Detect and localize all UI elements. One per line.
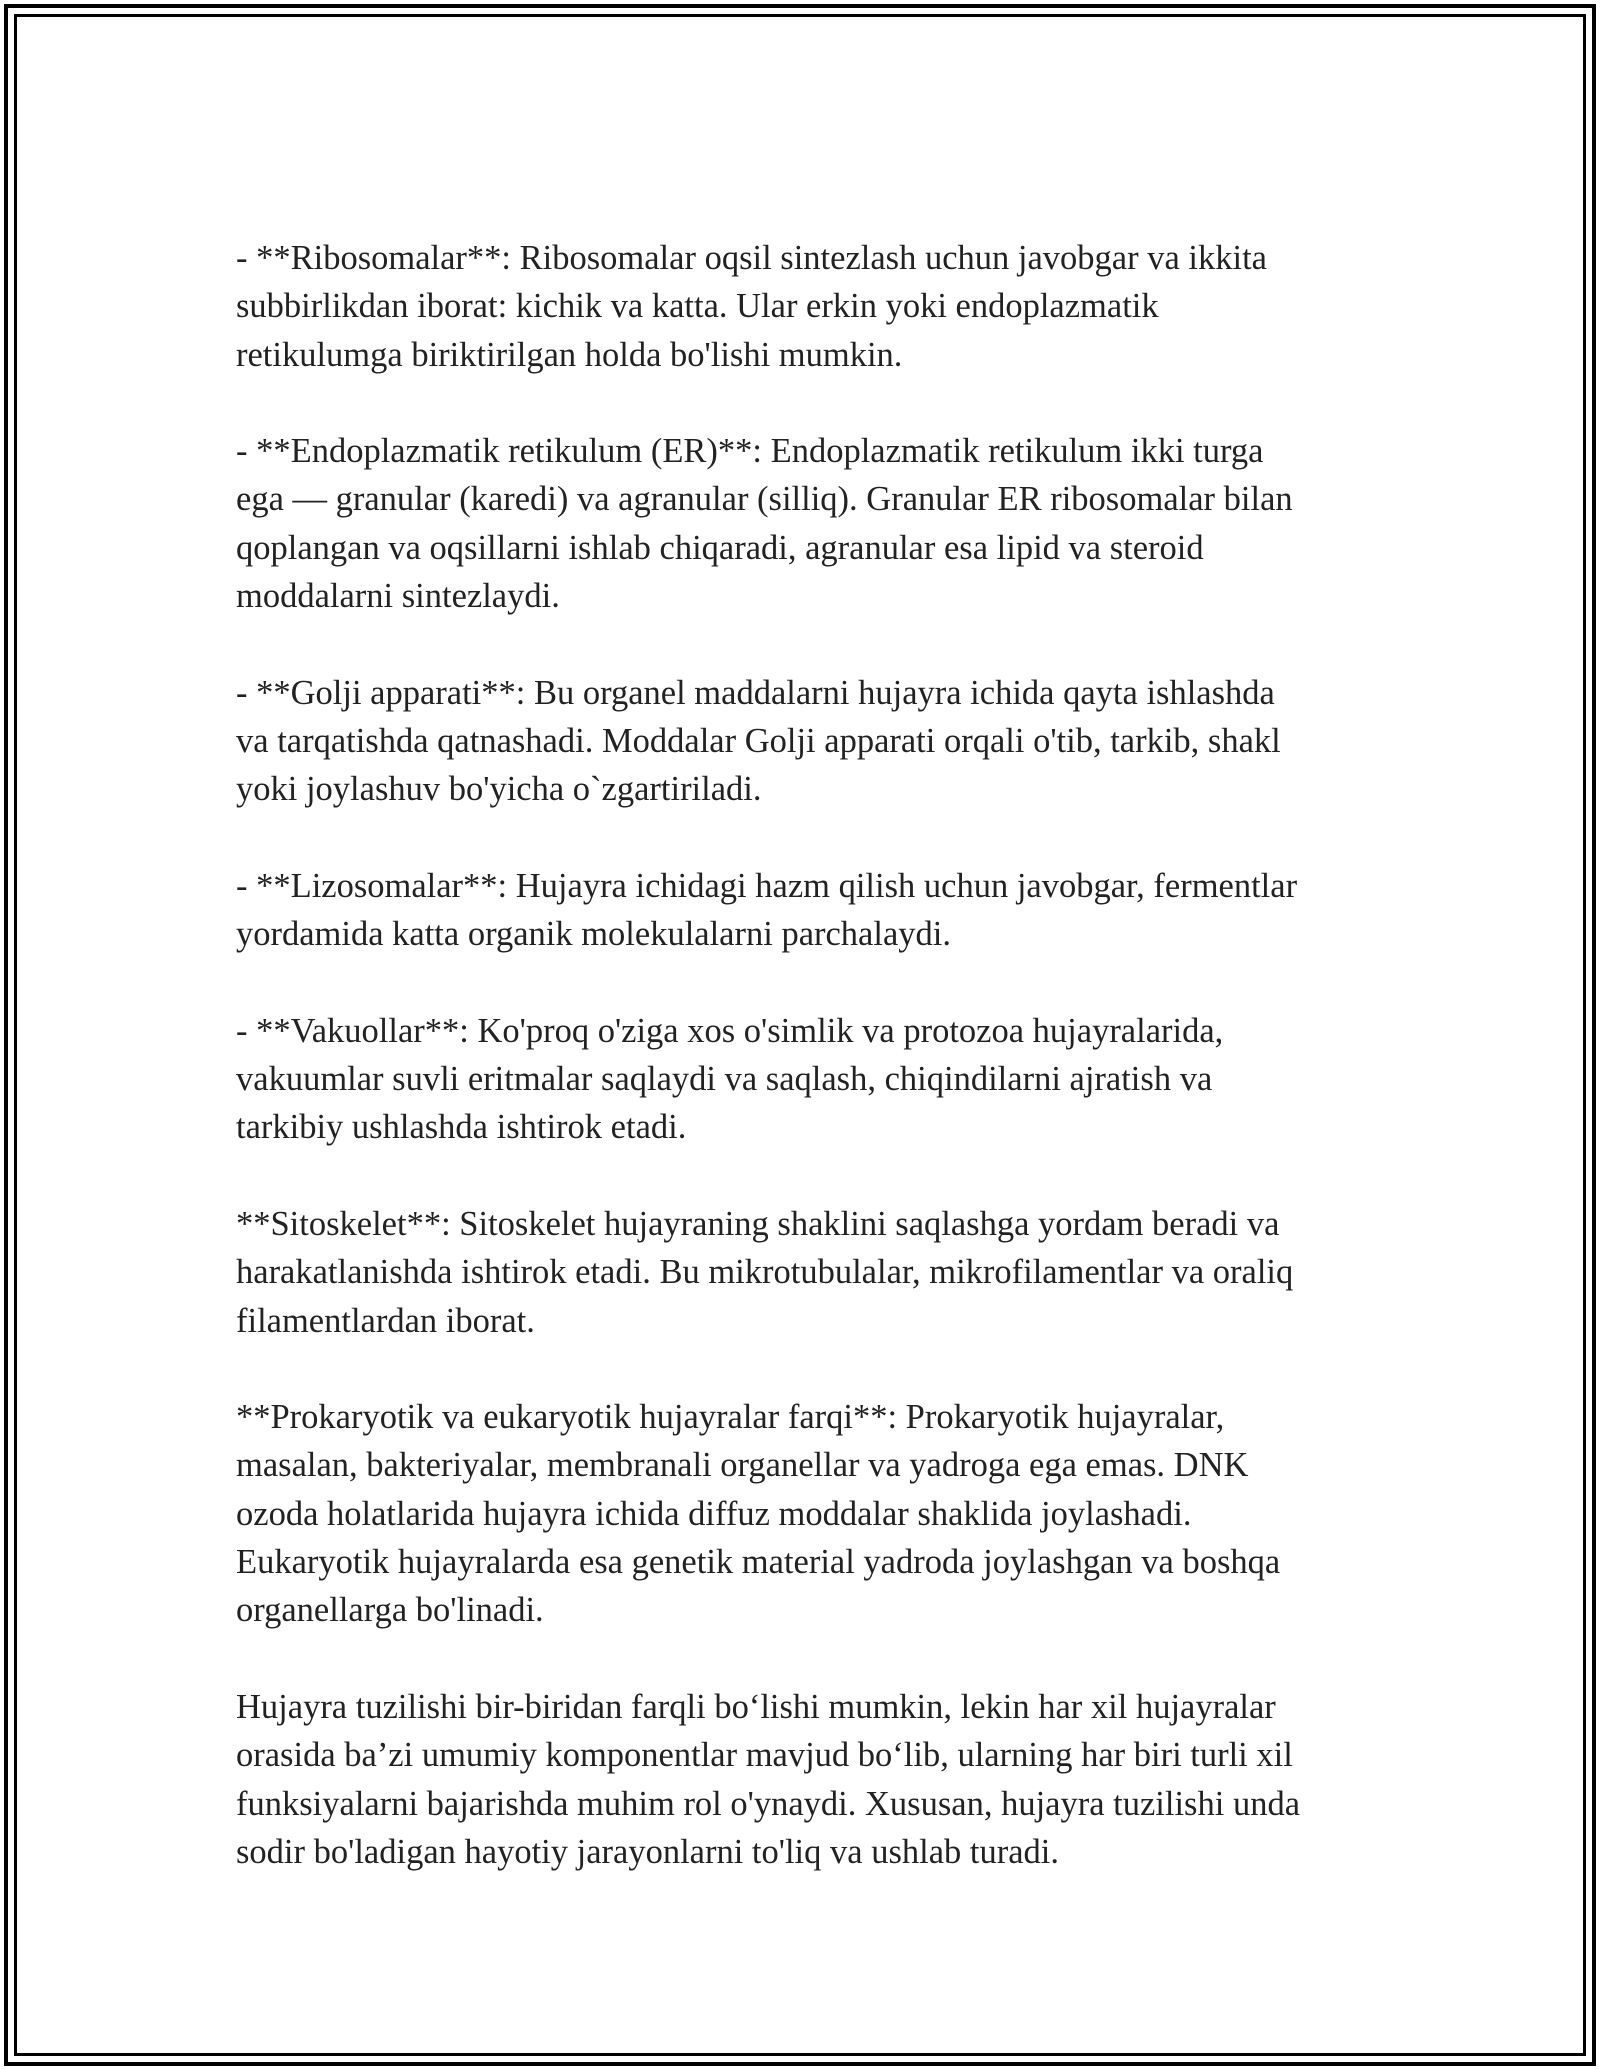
- text-line: - **Golji apparati**: Bu organel maddalarni hujayra ichida qayta ishlashda: [236, 673, 1275, 712]
- paragraph-lizosomalar: [236, 862, 1376, 959]
- text-line: yoki joylashuv bo'yicha o`zgartiriladi.: [236, 770, 762, 809]
- paragraph-hujayra-tuzilishi: [236, 1683, 1376, 1876]
- document-body: [236, 234, 1376, 1876]
- text-line: harakatlanishda ishtirok etadi. Bu mikrotubulalar, mikrofilamentlar va oraliq: [236, 1253, 1294, 1292]
- text-line: **Prokaryotik va eukaryotik hujayralar farqi**: Prokaryotik hujayralar,: [236, 1398, 1225, 1437]
- text-line: Hujayra tuzilishi bir-biridan farqli bo‘lishi mumkin, lekin har xil hujayralar: [236, 1687, 1276, 1726]
- text-line: masalan, bakteriyalar, membranali organellar va yadroga ega emas. DNK: [236, 1446, 1249, 1485]
- text-line: retikulumga biriktirilgan holda bo'lishi mumkin.: [236, 335, 903, 374]
- text-line: - **Ribosomalar**: Ribosomalar oqsil sintezlash uchun javobgar va ikkita: [236, 239, 1267, 277]
- text-line: funksiyalarni bajarishda muhim rol o'ynaydi. Xususan, hujayra tuzilishi unda: [236, 1784, 1301, 1823]
- paragraph-prokaryotik-eukaryotik: [236, 1393, 1376, 1634]
- text-line: sodir bo'ladigan hayotiy jarayonlarni to'liq va ushlab turadi.: [236, 1832, 1059, 1871]
- text-line: vakuumlar suvli eritmalar saqlaydi va saqlash, chiqindilarni ajratish va: [236, 1060, 1213, 1099]
- text-line: organellarga bo'linadi.: [236, 1591, 544, 1630]
- text-line: filamentlardan iborat.: [236, 1301, 535, 1340]
- paragraph-golji-apparati: [236, 669, 1376, 814]
- text-line: Eukaryotik hujayralarda esa genetik material yadroda joylashgan va boshqa: [236, 1543, 1281, 1582]
- text-line: yordamida katta organik molekulalarni parchalaydi.: [236, 915, 951, 954]
- paragraph-vakuollar: [236, 1007, 1376, 1152]
- text-line: ozoda holatlarida hujayra ichida diffuz moddalar shaklida joylashadi.: [236, 1494, 1192, 1533]
- text-line: subbirlikdan iborat: kichik va katta. Ular erkin yoki endoplazmatik: [236, 287, 1159, 326]
- text-line: qoplangan va oqsillarni ishlab chiqaradi, agranular esa lipid va steroid: [236, 528, 1204, 567]
- paragraph-endoplazmatik-retikulum: [236, 427, 1376, 620]
- text-line: ega — granular (karedi) va agranular (silliq). Granular ER ribosomalar bilan: [236, 480, 1293, 519]
- text-line: - **Lizosomalar**: Hujayra ichidagi hazm qilish uchun javobgar, fermentlar: [236, 866, 1298, 905]
- text-line: moddalarni sintezlaydi.: [236, 577, 560, 616]
- text-line: orasida ba’zi umumiy komponentlar mavjud bo‘lib, ularning har biri turli xil: [236, 1736, 1293, 1775]
- text-line: **Sitoskelet**: Sitoskelet hujayraning shaklini saqlashga yordam beradi va: [236, 1204, 1280, 1243]
- text-line: tarkibiy ushlashda ishtirok etadi.: [236, 1108, 687, 1147]
- paragraph-ribosomalar: [236, 234, 1376, 379]
- text-line: va tarqatishda qatnashadi. Moddalar Golji apparati orqali o'tib, tarkib, shakl: [236, 721, 1281, 760]
- paragraph-sitoskelet: [236, 1200, 1376, 1345]
- text-line: - **Vakuollar**: Ko'proq o'ziga xos o'simlik va protozoa hujayralarida,: [236, 1011, 1224, 1050]
- text-line: - **Endoplazmatik retikulum (ER)**: Endoplazmatik retikulum ikki turga: [236, 432, 1264, 471]
